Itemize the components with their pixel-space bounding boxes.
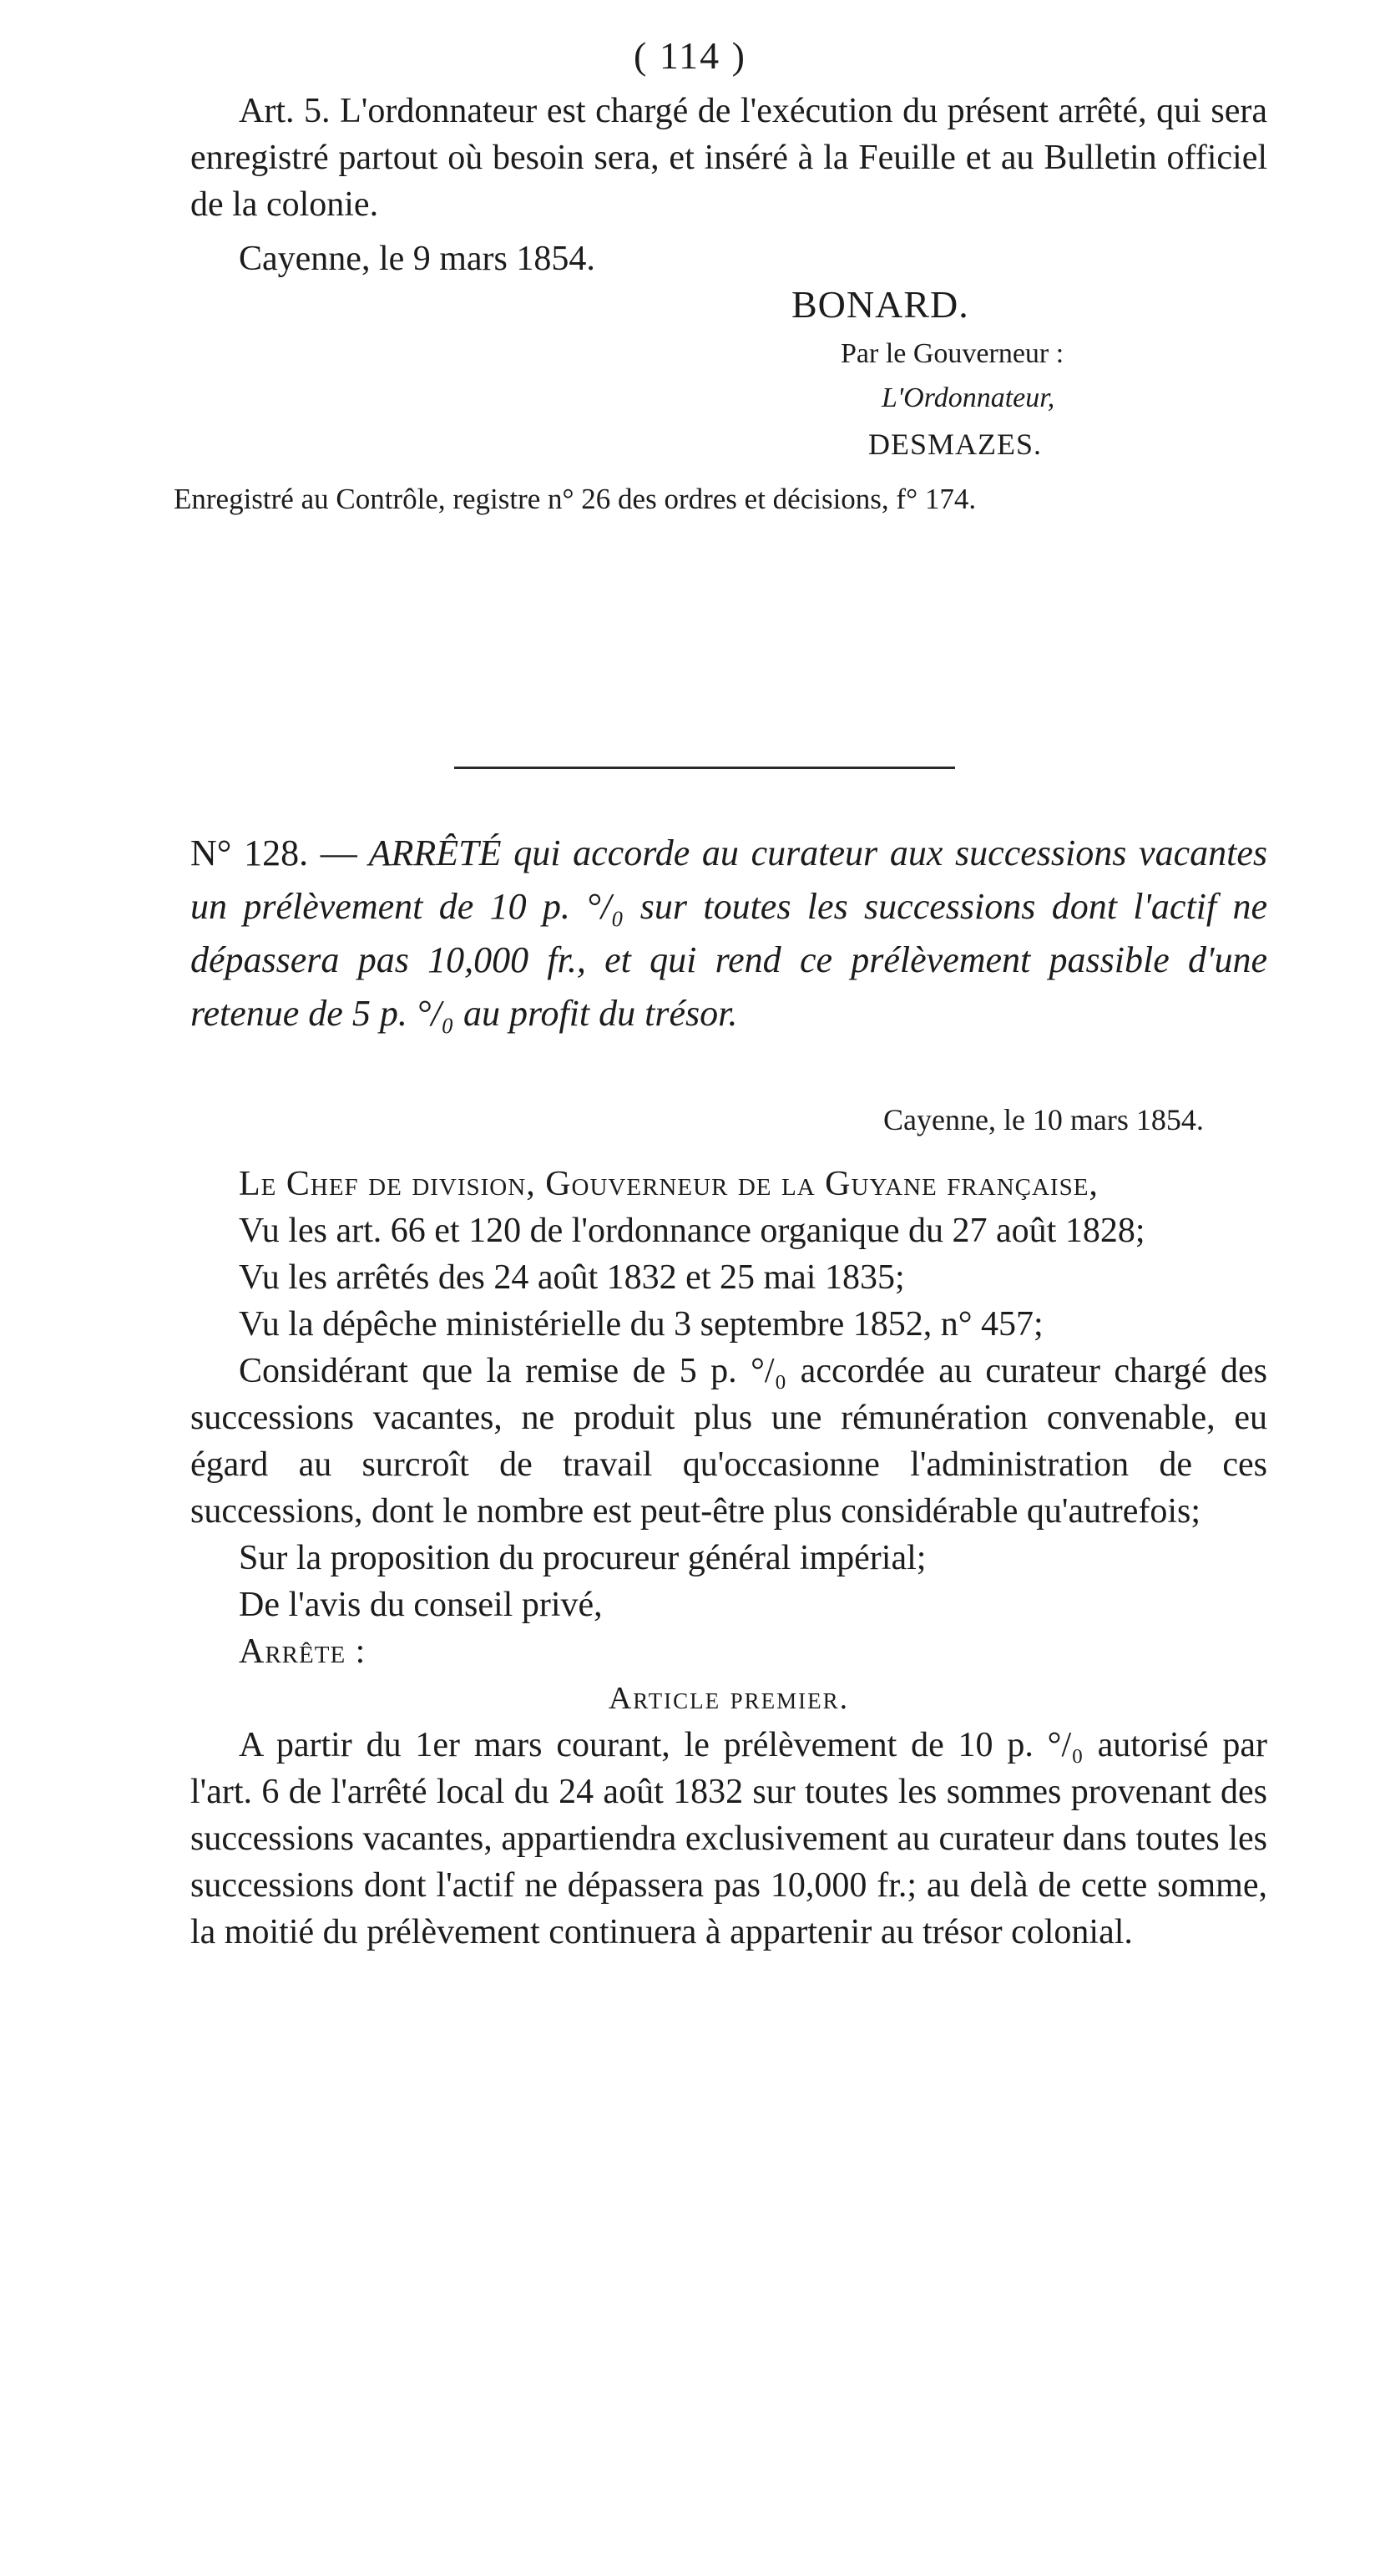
place-date-1: Cayenne, le 9 mars 1854. — [239, 240, 595, 278]
page-number: ( 114 ) — [634, 34, 746, 77]
arrete-number: N° 128. — — [190, 833, 357, 873]
arrete-title — [190, 827, 1267, 1040]
article-5-text: Art. 5. L'ordonnateur est chargé de l'exécution du présent arrêté, qui sera enregistré partout où besoin sera, et inséré à la Feuille et au Bulletin officiel de la colonie. — [190, 92, 1267, 224]
considerant: Considérant que la remise de 5 p. °/₀ accordée au curateur chargé des successions vacantes, ne produit plus une rémunération convenable, eu égard au surcroît de travail qu'occasionne l'administration de ces successions, dont le nombre est peut-être plus considérable qu'autrefois; — [190, 1352, 1267, 1531]
registration-note: Enregistré au Contrôle, registre n° 26 des ordres et décisions, f° 174. — [174, 483, 977, 515]
vu-arretes: Vu les arrêtés des 24 août 1832 et 25 mai 1835; — [239, 1258, 905, 1297]
proposition: Sur la proposition du procureur général impérial; — [239, 1539, 927, 1577]
vu-ordonnance: Vu les art. 66 et 120 de l'ordonnance organique du 27 août 1828; — [239, 1212, 1145, 1250]
article-5-paragraph — [190, 88, 1267, 228]
place-date-2: Cayenne, le 10 mars 1854. — [883, 1103, 1204, 1136]
arrete-word: Arrête : — [239, 1632, 366, 1671]
signature-bonard: BONARD. — [791, 283, 969, 326]
ordonnateur-name: DESMAZES. — [868, 428, 1043, 461]
arrete-title-text: ARRÊTÉ qui accorde au curateur aux successions vacantes un prélèvement de 10 p. °/₀ sur toutes les successions dont l'actif ne dépassera pas 10,000 fr., et qui rend ce prélèvement passible d'une retenue de 5 p. °/₀ au profit du trésor. — [190, 833, 1267, 1034]
vu-depeche: Vu la dépêche ministérielle du 3 septembre 1852, n° 457; — [239, 1305, 1044, 1344]
article-text: A partir du 1er mars courant, le prélèvement de 10 p. °/₀ autorisé par l'art. 6 de l'arrêté local du 24 août 1832 sur toutes les sommes provenant des successions vacantes, appartiendra exclusivement au curateur dans toutes les successions dont l'actif ne dépassera pas 10,000 fr.; au delà de cette somme, la moitié du prélèvement continuera à appartenir au trésor colonial. — [190, 1726, 1267, 1951]
par-le-gouverneur: Par le Gouverneur : — [841, 338, 1064, 369]
article-heading: Article premier. — [608, 1681, 850, 1716]
avis: De l'avis du conseil privé, — [239, 1586, 603, 1624]
section-divider — [454, 767, 955, 769]
arrete-body — [190, 1161, 1267, 1956]
preamble: Le Chef de division, Gouverneur de la Guyane française, — [239, 1165, 1099, 1203]
ordonnateur-title: L'Ordonnateur, — [882, 382, 1055, 413]
